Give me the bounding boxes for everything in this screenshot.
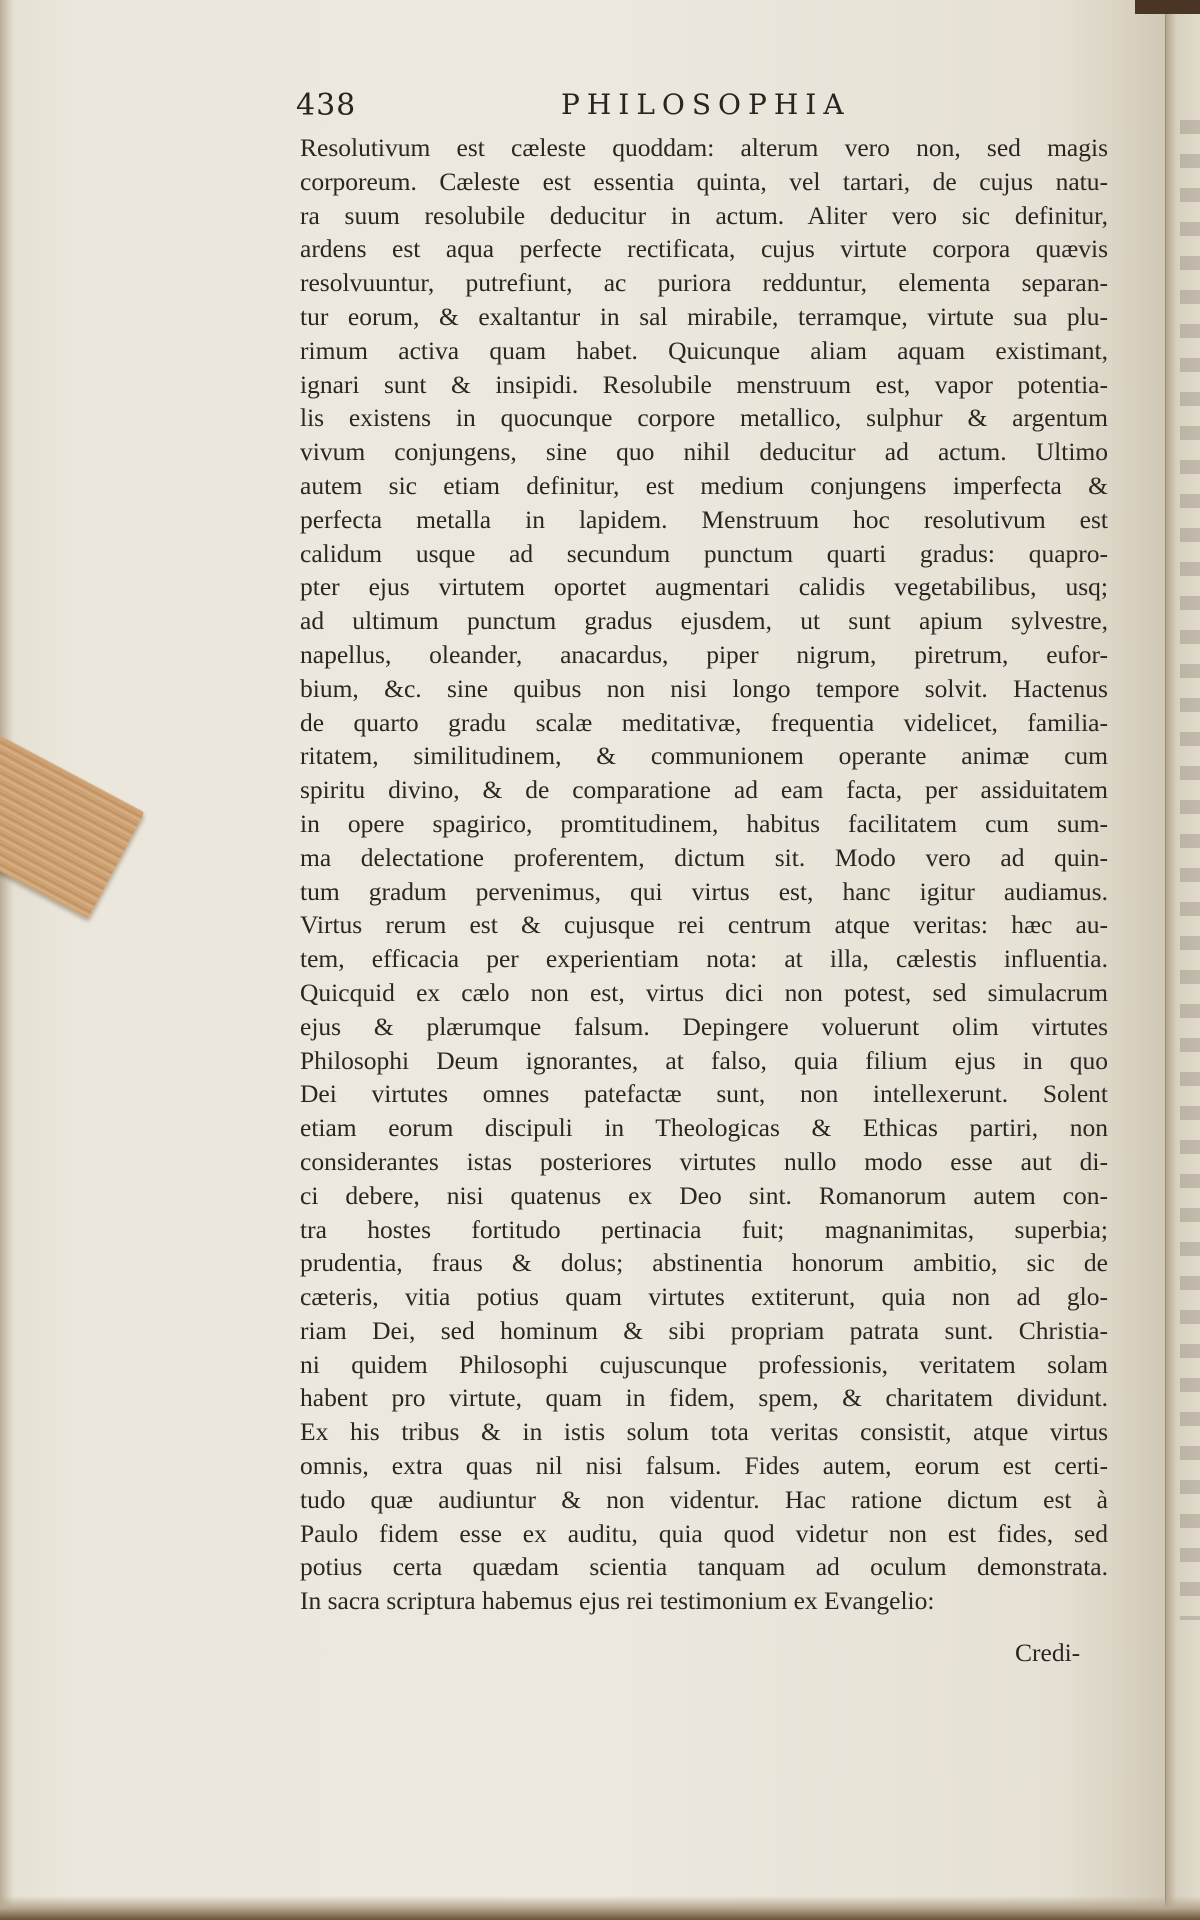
text-line: Quicquid ex cælo non est, virtus dici non potest, sed simulacrum (300, 977, 1108, 1007)
body-text (300, 131, 1108, 1691)
text-line: Paulo fidem esse ex auditu, quia quod videtur non est fides, sed (300, 1518, 1108, 1548)
text-line: autem sic etiam definitur, est medium conjungens imperfecta & (300, 470, 1108, 500)
text-line: ci debere, nisi quatenus ex Deo sint. Romanorum autem con- (300, 1180, 1108, 1210)
text-line: tem, efficacia per experientiam nota: at illa, cælestis influentia. (300, 944, 1108, 974)
text-line: ra suum resolubile deducitur in actum. Aliter vero sic definitur, (300, 200, 1108, 230)
text-line: Virtus rerum est & cujusque rei centrum atque veritas: hæc au- (300, 910, 1108, 940)
text-line: ignari sunt & insipidi. Resolubile menstruum est, vapor potentia- (300, 369, 1108, 399)
text-line: corporeum. Cæleste est essentia quinta, vel tartari, de cujus natu- (300, 166, 1108, 196)
binding-corner (1135, 0, 1200, 14)
text-line: calidum usque ad secundum punctum quarti gradus: quapro- (300, 538, 1108, 568)
text-line: rimum activa quam habet. Quicunque aliam aquam existimant, (300, 335, 1108, 365)
text-line: de quarto gradu scalæ meditativæ, frequentia videlicet, familia- (300, 707, 1108, 737)
text-line: tudo quæ audiuntur & non videntur. Hac ratione dictum est à (300, 1484, 1108, 1514)
text-line: cæteris, vitia potius quam virtutes extiterunt, quia non ad glo- (300, 1282, 1108, 1312)
text-line: ad ultimum punctum gradus ejusdem, ut sunt apium sylvestre, (300, 606, 1108, 636)
text-line: riam Dei, sed hominum & sibi propriam patrata sunt. Christia- (300, 1315, 1108, 1345)
text-line: bium, &c. sine quibus non nisi longo tempore solvit. Hactenus (300, 673, 1108, 703)
text-line: tra hostes fortitudo pertinacia fuit; magnanimitas, superbia; (300, 1214, 1108, 1244)
page-bottom-edge (0, 1896, 1200, 1920)
text-line: ma delectatione proferentem, dictum sit. Modo vero ad quin- (300, 842, 1108, 872)
facing-page-text-fragments (1180, 120, 1200, 1620)
text-line: tur eorum, & exaltantur in sal mirabile, terramque, virtute sua plu- (300, 301, 1108, 331)
text-line: considerantes istas posteriores virtutes nullo modo esse aut di- (300, 1146, 1108, 1176)
page-number: 438 (296, 88, 357, 123)
text-line: lis existens in quocunque corpore metallico, sulphur & argentum (300, 403, 1108, 433)
text-line: napellus, oleander, anacardus, piper nigrum, piretrum, eufor- (300, 639, 1108, 669)
text-line: Dei virtutes omnes patefactæ sunt, non intellexerunt. Solent (300, 1079, 1108, 1109)
text-line: ardens est aqua perfecte rectificata, cujus virtute corpora quævis (300, 234, 1108, 264)
text-line: spiritu divino, & de comparatione ad eam facta, per assiduitatem (300, 775, 1108, 805)
text-line: In sacra scriptura habemus ejus rei testimonium ex Evangelio: (300, 1586, 935, 1616)
text-line: potius certa quædam scientia tanquam ad oculum demonstrata. (300, 1552, 1108, 1582)
text-line: in opere spagirico, promtitudinem, habitus facilitatem cum sum- (300, 808, 1108, 838)
text-line: resolvuuntur, putrefiunt, ac puriora redduntur, elementa separan- (300, 268, 1108, 298)
text-line: ni quidem Philosophi cujuscunque professionis, veritatem solam (300, 1349, 1108, 1379)
running-head: PHILOSOPHIA (561, 88, 851, 121)
text-line: prudentia, fraus & dolus; abstinentia honorum ambitio, sic de (300, 1248, 1108, 1278)
text-line: Philosophi Deum ignorantes, at falso, quia filium ejus in quo (300, 1045, 1108, 1075)
text-line: tum gradum pervenimus, qui virtus est, hanc igitur audiamus. (300, 876, 1108, 906)
text-line: vivum conjungens, sine quo nihil deducitur ad actum. Ultimo (300, 437, 1108, 467)
text-line: pter ejus virtutem oportet augmentari calidis vegetabilibus, usq; (300, 572, 1108, 602)
text-line: Ex his tribus & in istis solum tota veritas consistit, atque virtus (300, 1417, 1108, 1447)
text-line: perfecta metalla in lapidem. Menstruum hoc resolutivum est (300, 504, 1108, 534)
text-line: omnis, extra quas nil nisi falsum. Fides autem, eorum est certi- (300, 1451, 1108, 1481)
page-left-edge (0, 0, 14, 1920)
text-line: Resolutivum est cæleste quoddam: alterum vero non, sed magis (300, 133, 1108, 162)
text-line: etiam eorum discipuli in Theologicas & Ethicas partiri, non (300, 1113, 1108, 1143)
page-header (296, 88, 1096, 128)
text-line: ritatem, similitudinem, & communionem operante animæ cum (300, 741, 1108, 771)
text-line: habent pro virtute, quam in fidem, spem, & charitatem dividunt. (300, 1383, 1108, 1413)
text-line: ejus & plærumque falsum. Depingere voluerunt olim virtutes (300, 1011, 1108, 1041)
catchword: Credi- (1015, 1638, 1081, 1667)
wooden-bookmark (0, 730, 145, 918)
